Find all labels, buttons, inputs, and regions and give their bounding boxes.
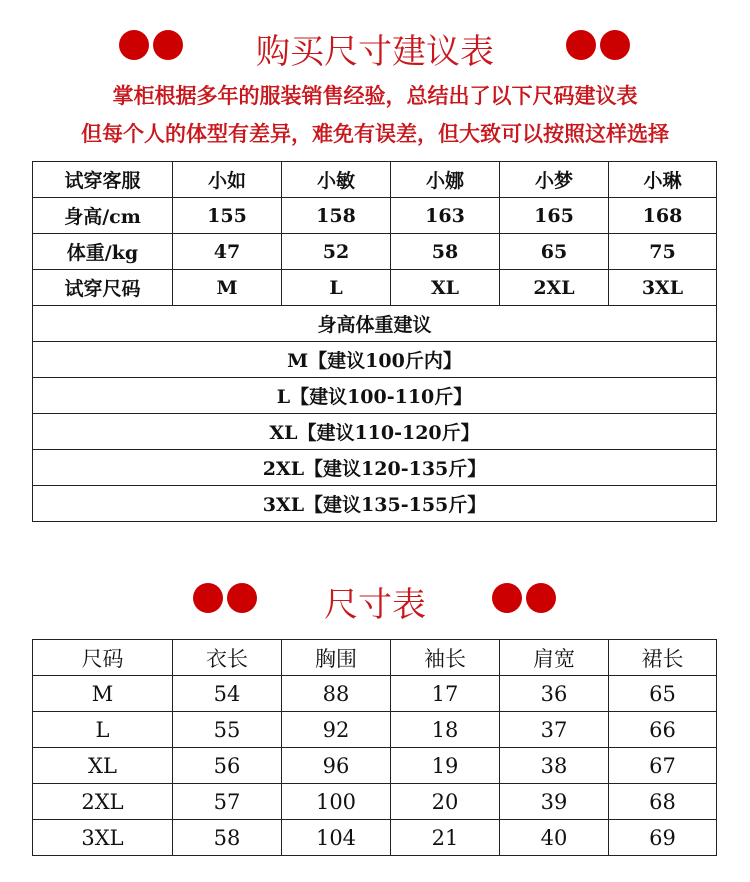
table-cell: 158 [282, 198, 391, 234]
size-chart-title: 尺寸表 [324, 585, 426, 625]
table-row [33, 712, 717, 748]
table-row [33, 234, 717, 270]
column-header: 裙长 [609, 640, 717, 676]
table-cell: 68 [609, 784, 717, 820]
table-cell: 47 [173, 234, 282, 270]
table-row [33, 784, 717, 820]
table-cell: 88 [282, 676, 391, 712]
table-cell: 39 [500, 784, 609, 820]
table-cell: 21 [391, 820, 500, 856]
table-cell: 38 [500, 748, 609, 784]
size-chart-table [32, 639, 717, 856]
table-cell: 165 [500, 198, 609, 234]
table-cell: 96 [282, 748, 391, 784]
table-cell: 身高/cm [33, 198, 173, 234]
table-cell: 37 [500, 712, 609, 748]
table-cell: 3XL [33, 820, 173, 856]
table-cell: M [33, 676, 173, 712]
decor-dot-icon [600, 30, 630, 60]
table-cell: 3XL [609, 270, 717, 306]
table-cell: L [282, 270, 391, 306]
column-header: 袖长 [391, 640, 500, 676]
size-advice-title: 购买尺寸建议表 [256, 32, 494, 72]
table-cell: 104 [282, 820, 391, 856]
size-advice-table [32, 161, 717, 522]
suggestion-header-cell: 身高体重建议 [33, 306, 717, 342]
table-cell: 57 [173, 784, 282, 820]
table-row [33, 270, 717, 306]
table-cell: 2XL [33, 784, 173, 820]
table-cell: 试穿客服 [33, 162, 173, 198]
table-row [33, 748, 717, 784]
table-row [33, 820, 717, 856]
column-header: 胸围 [282, 640, 391, 676]
intro-line-1: 掌柜根据多年的服装销售经验，总结出了以下尺码建议表 [112, 83, 638, 108]
table-row [33, 198, 717, 234]
table-cell: 小娜 [391, 162, 500, 198]
table-row [33, 378, 717, 414]
table-cell: 18 [391, 712, 500, 748]
table-row [33, 450, 717, 486]
table-cell: XL [391, 270, 500, 306]
decor-dot-icon [566, 30, 596, 60]
column-header: 尺码 [33, 640, 173, 676]
table-row [33, 162, 717, 198]
suggestion-cell: L【建议100-110斤】 [33, 378, 717, 414]
table-cell: 100 [282, 784, 391, 820]
table-row [33, 486, 717, 522]
table-row [33, 676, 717, 712]
intro-line-2: 但每个人的体型有差异，难免有误差，但大致可以按照这样选择 [81, 121, 669, 146]
table-cell: 20 [391, 784, 500, 820]
table-cell: M [173, 270, 282, 306]
table-cell: 56 [173, 748, 282, 784]
suggestion-cell: 2XL【建议120-135斤】 [33, 450, 717, 486]
table-cell: 55 [173, 712, 282, 748]
suggestion-cell: 3XL【建议135-155斤】 [33, 486, 717, 522]
table-cell: 69 [609, 820, 717, 856]
table-cell: 92 [282, 712, 391, 748]
table-header-row [33, 640, 717, 676]
table-row [33, 306, 717, 342]
table-cell: 155 [173, 198, 282, 234]
decor-dot-icon [492, 583, 522, 613]
table-cell: 75 [609, 234, 717, 270]
table-cell: 65 [609, 676, 717, 712]
column-header: 衣长 [173, 640, 282, 676]
table-cell: 小梦 [500, 162, 609, 198]
table-cell: 54 [173, 676, 282, 712]
decor-dot-icon [526, 583, 556, 613]
table-cell: 小如 [173, 162, 282, 198]
table-cell: 58 [173, 820, 282, 856]
table-row [33, 414, 717, 450]
column-header: 肩宽 [500, 640, 609, 676]
table-row [33, 342, 717, 378]
table-cell: 66 [609, 712, 717, 748]
table-cell: 19 [391, 748, 500, 784]
table-cell: 163 [391, 198, 500, 234]
table-cell: 17 [391, 676, 500, 712]
table-cell: 小敏 [282, 162, 391, 198]
table-cell: 试穿尺码 [33, 270, 173, 306]
table-cell: 168 [609, 198, 717, 234]
table-cell: 65 [500, 234, 609, 270]
table-cell: 40 [500, 820, 609, 856]
table-cell: 52 [282, 234, 391, 270]
table-cell: L [33, 712, 173, 748]
table-cell: 小琳 [609, 162, 717, 198]
table-cell: 67 [609, 748, 717, 784]
table-cell: 36 [500, 676, 609, 712]
table-cell: 58 [391, 234, 500, 270]
table-cell: 2XL [500, 270, 609, 306]
table-cell: XL [33, 748, 173, 784]
suggestion-cell: XL【建议110-120斤】 [33, 414, 717, 450]
table-cell: 体重/kg [33, 234, 173, 270]
suggestion-cell: M【建议100斤内】 [33, 342, 717, 378]
